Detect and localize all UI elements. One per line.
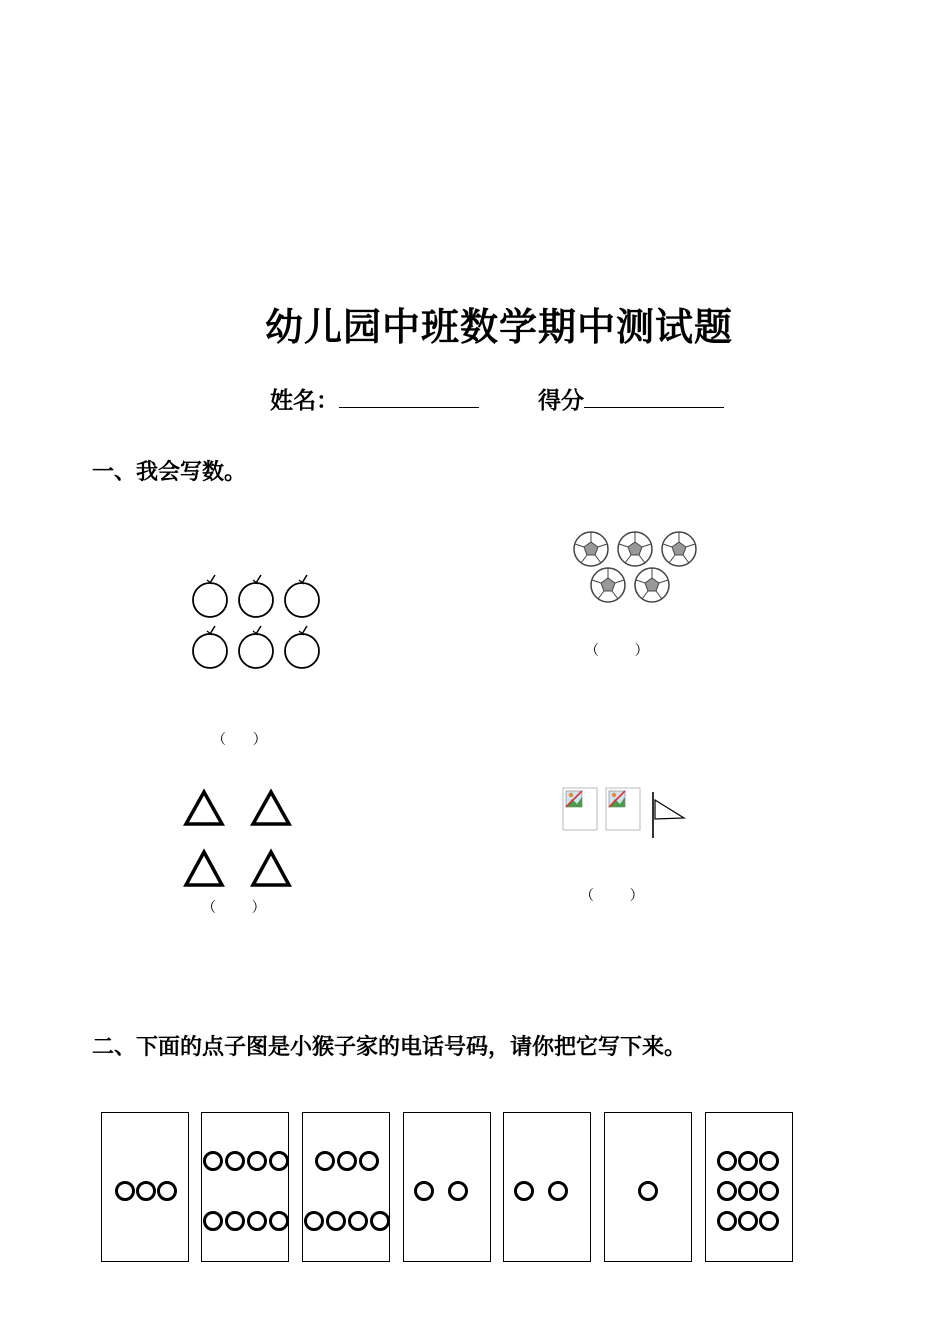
apple-icon <box>239 575 273 617</box>
score-field <box>538 382 724 415</box>
phone-digit-box <box>503 1112 591 1262</box>
dot <box>205 1213 222 1230</box>
answer-paren-balls[interactable]: （ ） <box>585 643 649 659</box>
dot <box>740 1183 757 1200</box>
phone-digit-box <box>101 1112 189 1262</box>
triangle-icon <box>253 852 289 885</box>
soccer-ball-group <box>570 528 700 606</box>
name-label: 姓名： <box>270 388 339 414</box>
apple-group <box>185 574 330 674</box>
phone-digit-box <box>201 1112 289 1262</box>
dot <box>740 1213 757 1230</box>
dot <box>328 1213 345 1230</box>
dot <box>372 1213 389 1230</box>
dot <box>719 1213 736 1230</box>
dot <box>227 1153 244 1170</box>
dot <box>339 1153 356 1170</box>
soccer-ball-icon <box>662 532 696 566</box>
dot <box>117 1183 134 1200</box>
dot <box>719 1153 736 1170</box>
flag-group <box>560 786 690 842</box>
dot <box>761 1183 778 1200</box>
apple-icon <box>285 626 319 668</box>
phone-digit-box <box>705 1112 793 1262</box>
dot <box>249 1213 266 1230</box>
dot <box>271 1213 288 1230</box>
apple-icon <box>193 626 227 668</box>
dot <box>138 1183 155 1200</box>
phone-digit-box <box>302 1112 390 1262</box>
dot <box>350 1213 367 1230</box>
triangle-icon <box>253 792 289 824</box>
dot <box>361 1153 378 1170</box>
section1-heading: 一、我会写数。 <box>92 460 247 485</box>
name-blank[interactable] <box>339 385 479 408</box>
soccer-ball-icon <box>591 568 625 602</box>
section2-heading: 二、下面的点子图是小猴子家的电话号码，请你把它写下来。 <box>92 1035 687 1060</box>
flag-icon <box>653 792 684 838</box>
triangle-group <box>180 788 300 890</box>
soccer-ball-icon <box>618 532 652 566</box>
dot <box>249 1153 266 1170</box>
name-field <box>270 382 479 415</box>
dot <box>719 1183 736 1200</box>
soccer-ball-icon <box>574 532 608 566</box>
dot <box>416 1183 433 1200</box>
dot <box>306 1213 323 1230</box>
dot <box>640 1183 657 1200</box>
answer-paren-apples[interactable]: （ ） <box>212 732 267 748</box>
triangle-icon <box>186 852 222 885</box>
apple-icon <box>193 575 227 617</box>
dot <box>761 1153 778 1170</box>
dot <box>550 1183 567 1200</box>
dot <box>450 1183 467 1200</box>
dot <box>516 1183 533 1200</box>
dot <box>740 1153 757 1170</box>
dot <box>227 1213 244 1230</box>
apple-icon <box>239 626 273 668</box>
answer-paren-flags[interactable]: （ ） <box>580 888 644 904</box>
flag-icon <box>563 788 597 830</box>
phone-digit-box <box>403 1112 491 1262</box>
soccer-ball-icon <box>635 568 669 602</box>
triangle-icon <box>186 792 222 824</box>
apple-icon <box>285 575 319 617</box>
dot <box>159 1183 176 1200</box>
dot <box>205 1153 222 1170</box>
flag-icon <box>606 788 640 830</box>
phone-digit-box <box>604 1112 692 1262</box>
dot <box>761 1213 778 1230</box>
answer-paren-triangles[interactable]: （ ） <box>202 900 266 916</box>
score-label: 得分 <box>538 388 584 414</box>
score-blank[interactable] <box>584 385 724 408</box>
dot <box>317 1153 334 1170</box>
page-title: 幼儿园中班数学期中测试题 <box>264 305 733 349</box>
dot <box>271 1153 288 1170</box>
